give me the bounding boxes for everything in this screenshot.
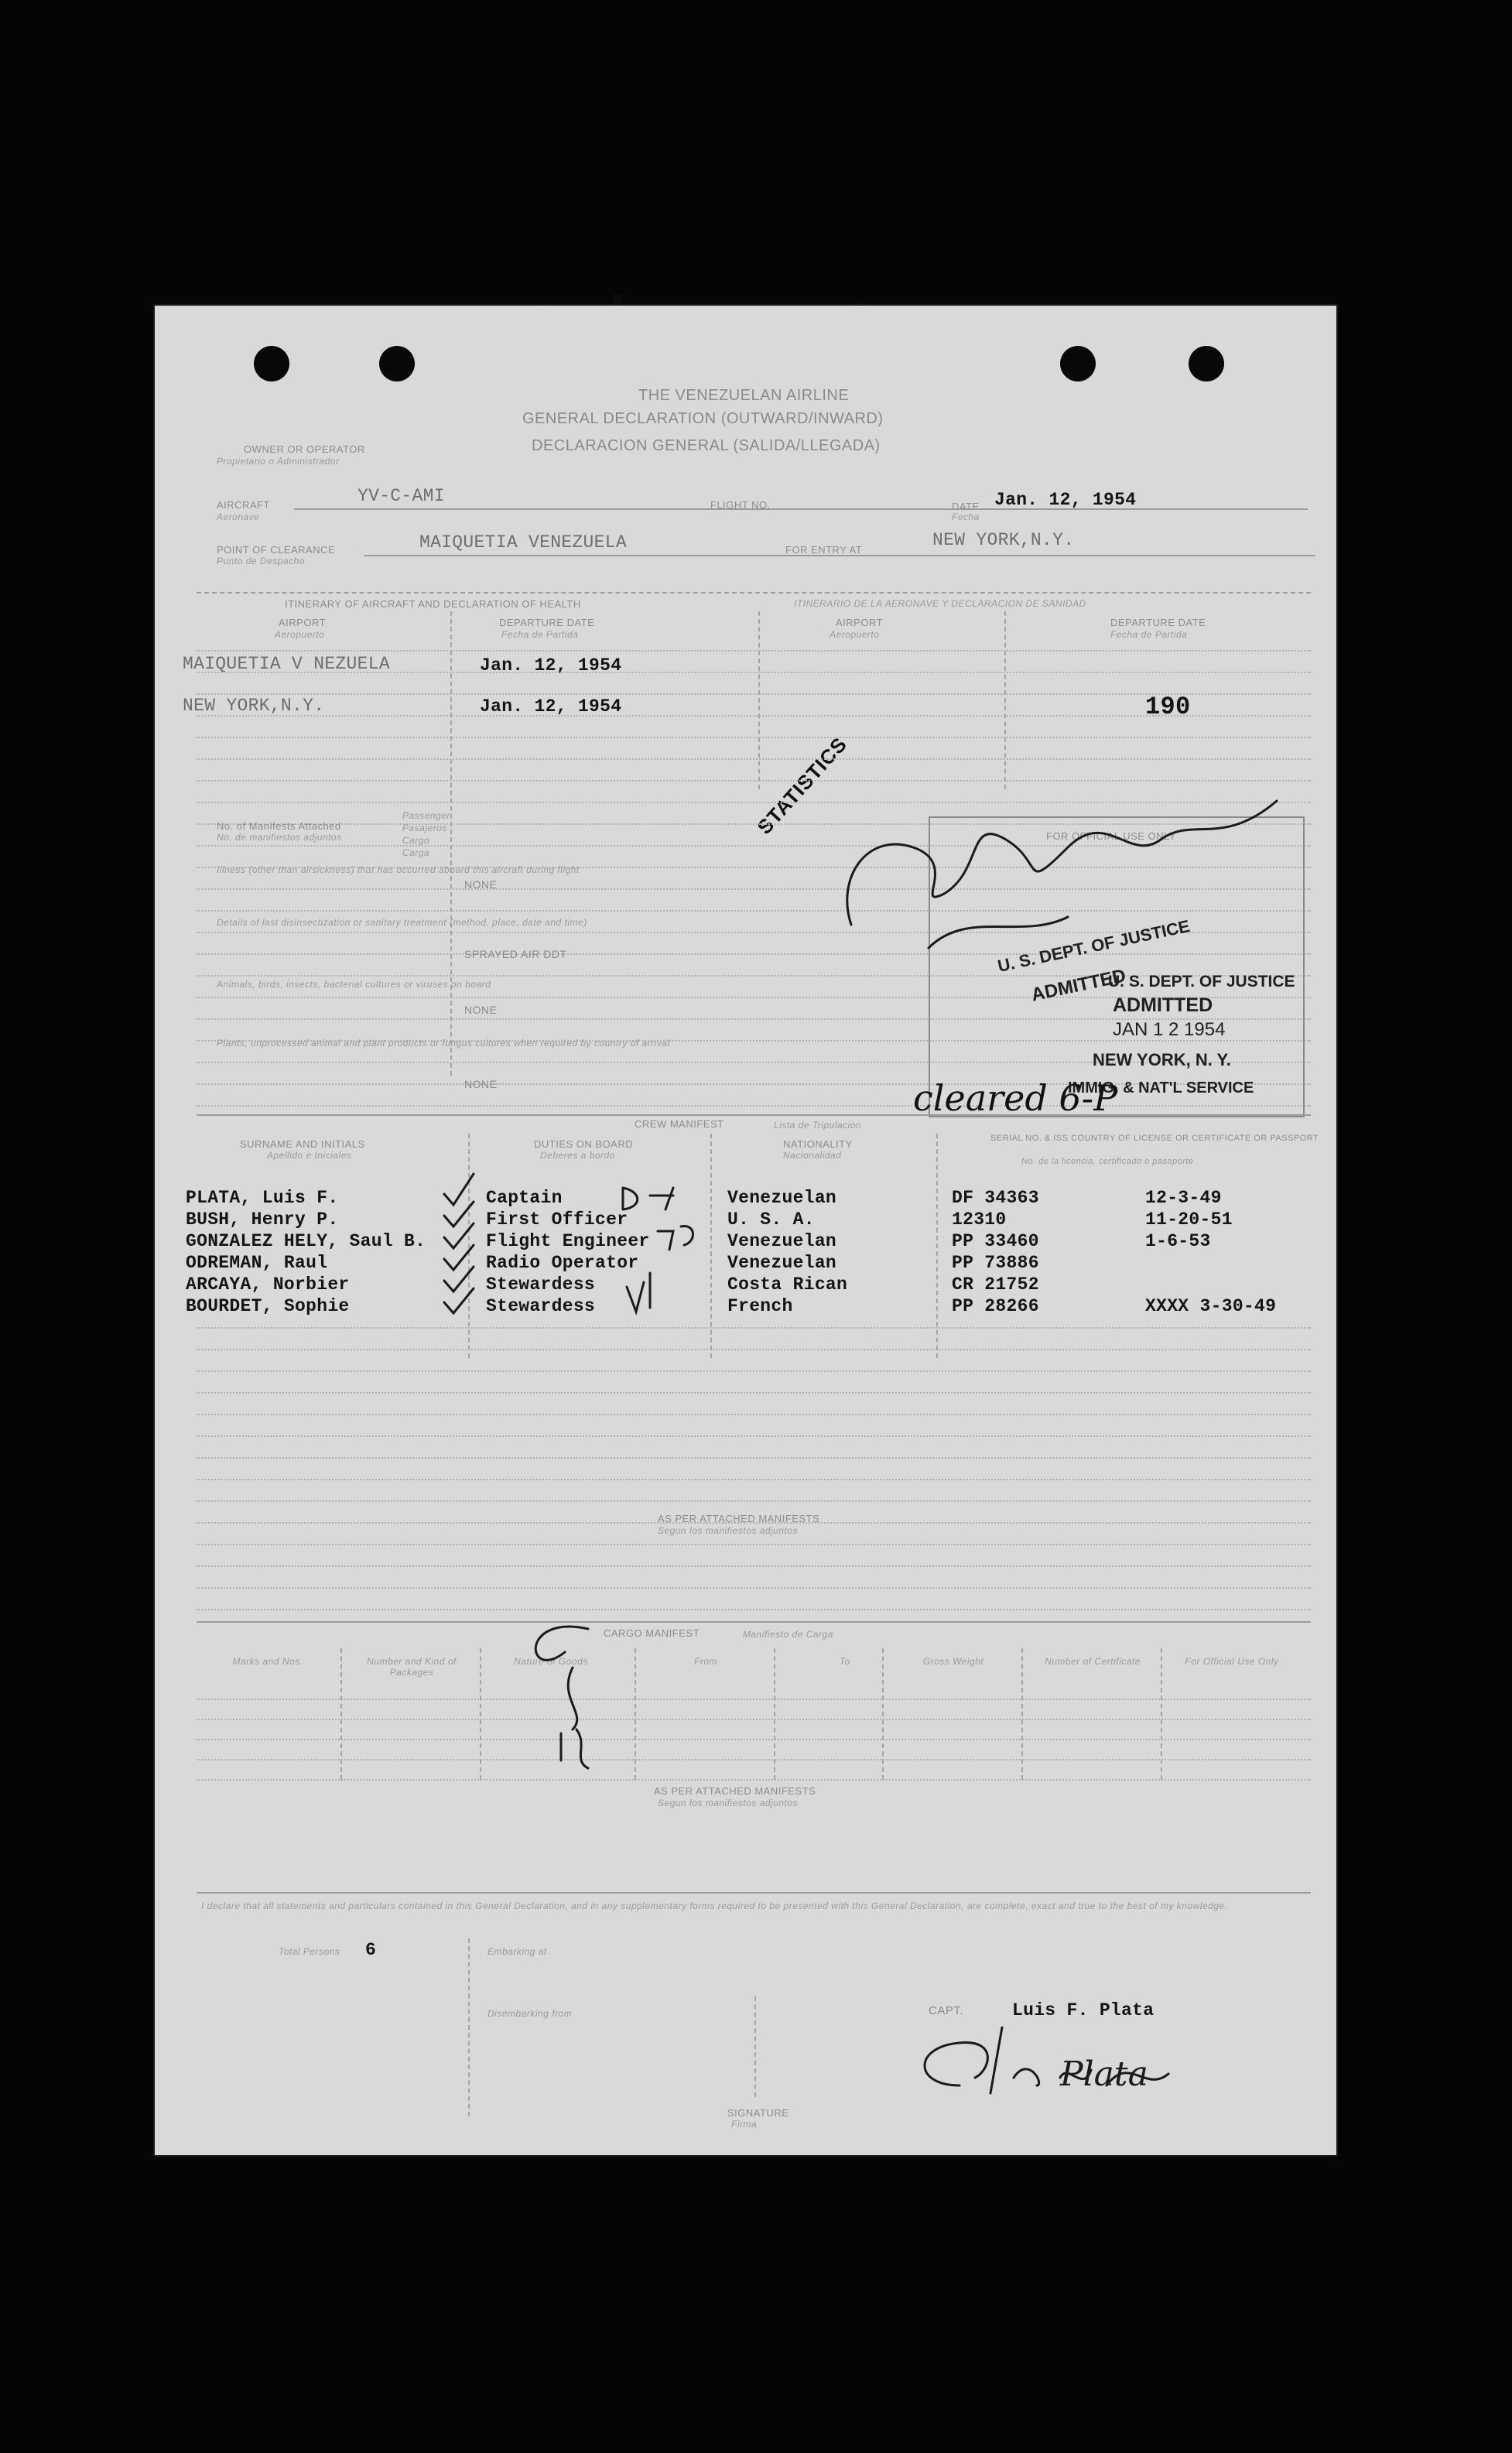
general-declaration-form	[155, 306, 1336, 2155]
form-title-es: DECLARACION GENERAL (SALIDA/LLEGADA)	[532, 437, 881, 454]
signature-text: Plata	[1060, 2054, 1148, 2094]
aircraft-label: AIRCRAFT	[217, 499, 270, 511]
col-serial: SERIAL NO. & ISS COUNTRY OF LICENSE OR CERTIFICATE OR PASSPORT	[990, 1134, 1319, 1143]
persons-label: Total Persons	[279, 1946, 340, 1957]
animals-value: NONE	[464, 1004, 498, 1016]
col-airport-es: Aeropuerto	[275, 629, 325, 640]
check-mark	[444, 1267, 474, 1292]
crew-duty: Flight Engineer	[486, 1231, 650, 1251]
col-airport-es-2: Aeropuerto	[830, 629, 880, 640]
crew-duty: Stewardess	[486, 1296, 596, 1316]
col-names-es: Apellido e Iniciales	[267, 1150, 352, 1161]
crew-title: CREW MANIFEST	[635, 1118, 724, 1130]
cargo-column-header: Marks and Nos.	[232, 1656, 303, 1667]
cargo-scrawl	[535, 1627, 588, 1768]
disinsect-text: Details of last disinsectization or sanitary treatment (method, place, date and time)	[217, 917, 587, 928]
col-departure: DEPARTURE DATE	[499, 617, 595, 628]
signature-stroke	[929, 917, 1068, 948]
manifest-type-passenger: Passenger	[402, 810, 450, 821]
crew-duty: Stewardess	[486, 1274, 596, 1295]
col-departure-2: DEPARTURE DATE	[1110, 617, 1206, 628]
handwritten-190: 190	[1145, 693, 1191, 721]
flight-label: FLIGHT NO.	[710, 499, 771, 511]
cargo-column-header: For Official Use Only	[1185, 1656, 1279, 1667]
crew-serial: CR 21752	[952, 1274, 1039, 1295]
stamp-line-2: ADMITTED	[1029, 965, 1128, 1006]
col-duties: DUTIES ON BOARD	[534, 1138, 634, 1150]
passenger-manifest-title-es: Segun los manifiestos adjuntos	[658, 1525, 799, 1536]
manifest-type-pasajeros: Pasajeros	[402, 823, 447, 833]
crew-serial: PP 33460	[952, 1231, 1039, 1251]
col-airport-2: AIRPORT	[836, 617, 884, 628]
crew-nationality: Venezuelan	[727, 1231, 837, 1251]
itinerary-airport-1: MAIQUETIA V NEZUELA	[183, 654, 390, 674]
crew-nationality: Costa Rican	[727, 1274, 848, 1295]
crew-nationality: Venezuelan	[727, 1253, 837, 1273]
crew-name: ARCAYA, Norbier	[186, 1274, 350, 1295]
stamp-line-1b: U. S. DEPT. OF JUSTICE	[1108, 973, 1295, 990]
crew-name: GONZALEZ HELY, Saul B.	[186, 1231, 426, 1251]
illness-text: Illness (other than airsickness) that has occurred aboard this aircraft during flight	[217, 864, 580, 875]
owner-label-es: Propietario o Administrador	[217, 456, 340, 467]
col-duties-es: Deberes a bordo	[540, 1150, 615, 1161]
itinerary-date-1: Jan. 12, 1954	[480, 655, 622, 676]
manifests-label: No. of Manifests Attached	[217, 820, 341, 832]
entry-label: FOR ENTRY AT	[785, 544, 863, 556]
check-mark	[444, 1288, 474, 1313]
stamp-date: JAN 1 2 1954	[1113, 1019, 1226, 1040]
crew-nationality: U. S. A.	[727, 1209, 815, 1230]
plants-text: Plants, unprocessed animal and plant products or fungus cultures when required by country of arrival	[217, 1038, 670, 1049]
cargo-footer-es: Segun los manifiestos adjuntos	[658, 1798, 799, 1808]
capt-name: Luis F. Plata	[1012, 2000, 1155, 2020]
col-serial-es: No. de la licencia, certificado o pasaporte	[1021, 1157, 1194, 1166]
crew-nationality: French	[727, 1296, 793, 1316]
capt-label: CAPT.	[929, 2004, 964, 2017]
check-mark	[444, 1174, 474, 1205]
airline-name: THE VENEZUELAN AIRLINE	[638, 387, 850, 404]
crew-serial: PP 73886	[952, 1253, 1039, 1273]
crew-duty: Captain	[486, 1188, 563, 1208]
stamp-city: NEW YORK, N. Y.	[1093, 1050, 1231, 1069]
official-signature	[847, 801, 1277, 925]
disinsect-value: SPRAYED AIR DDT	[464, 948, 567, 960]
passenger-manifest-title: AS PER ATTACHED MANIFESTS	[658, 1513, 820, 1524]
col-airport: AIRPORT	[279, 617, 327, 628]
stamp-service: IMMIG. & NAT'L SERVICE	[1068, 1079, 1254, 1096]
manifests-label-es: No. de manifiestos adjuntos	[217, 832, 342, 843]
cargo-title-es: Manifiesto de Carga	[743, 1629, 833, 1640]
col-nationality: NATIONALITY	[783, 1138, 853, 1150]
crew-title-es: Lista de Tripulacion	[774, 1120, 862, 1131]
official-use-title: FOR OFFICIAL USE ONLY	[1046, 830, 1176, 842]
itinerary-title-es: ITINERARIO DE LA AERONAVE Y DECLARACION DE SANIDAD	[794, 598, 1086, 609]
statistics-stamp: STATISTICS	[752, 732, 852, 839]
check-mark	[444, 1245, 474, 1270]
cargo-title: CARGO MANIFEST	[604, 1627, 700, 1639]
embarking-label: Embarking at	[487, 1946, 547, 1957]
cargo-footer: AS PER ATTACHED MANIFESTS	[654, 1785, 816, 1797]
crew-name: BUSH, Henry P.	[186, 1209, 339, 1230]
col-departure-es: Fecha de Partida	[501, 629, 579, 640]
crew-expiry: 12-3-49	[1145, 1188, 1222, 1208]
date-label: DATE	[952, 501, 980, 512]
itinerary-date-2: Jan. 12, 1954	[480, 696, 622, 717]
owner-label: OWNER OR OPERATOR	[244, 443, 365, 455]
crew-expiry: XXXX 3-30-49	[1145, 1296, 1277, 1316]
cargo-column-header: Gross Weight	[922, 1656, 984, 1667]
disembarking-label: Disembarking from	[487, 2008, 573, 2019]
crew-name: PLATA, Luis F.	[186, 1188, 339, 1208]
manifest-type-cargo: Cargo	[402, 835, 430, 846]
cargo-column-header: Number and Kind of Packages	[367, 1656, 457, 1678]
annotation	[623, 1188, 673, 1209]
crew-expiry: 1-6-53	[1145, 1231, 1211, 1251]
cargo-column-header: To	[840, 1656, 850, 1667]
signature-label-es: Firma	[731, 2119, 758, 2130]
crew-name: ODREMAN, Raul	[186, 1253, 328, 1273]
col-nationality-es: Nacionalidad	[783, 1150, 842, 1161]
check-mark	[444, 1202, 474, 1226]
manifest-type-carga: Carga	[402, 847, 430, 858]
itinerary-airport-2: NEW YORK,N.Y.	[183, 696, 325, 716]
signature-label: SIGNATURE	[727, 2107, 789, 2119]
clearance-value: MAIQUETIA VENEZUELA	[419, 532, 627, 553]
date-label-es: Fecha	[952, 511, 980, 522]
cargo-column-header: Nature of Goods	[514, 1656, 588, 1667]
clearance-label: POINT OF CLEARANCE	[217, 544, 336, 556]
persons-value: 6	[365, 1940, 377, 1960]
form-title-en: GENERAL DECLARATION (OUTWARD/INWARD)	[522, 410, 884, 427]
crew-serial: 12310	[952, 1209, 1007, 1230]
crew-duty: Radio Operator	[486, 1253, 639, 1273]
col-names: SURNAME AND INITIALS	[240, 1138, 365, 1150]
plants-value: NONE	[464, 1078, 498, 1090]
aircraft-label-es: Aeronave	[217, 511, 260, 522]
entry-value: NEW YORK,N.Y.	[932, 530, 1075, 550]
cargo-column-header: From	[694, 1656, 717, 1667]
annotation	[658, 1226, 693, 1250]
illness-value: NONE	[464, 878, 498, 891]
crew-duty: First Officer	[486, 1209, 628, 1230]
col-departure-es-2: Fecha de Partida	[1110, 629, 1188, 640]
declaration-text: I declare that all statements and particulars contained in this General Declaration, and in any supplementary forms required to be presented with this General Declaration, are complete, exact and true to the best of my knowledge.	[201, 1900, 1228, 1911]
crew-serial: DF 34363	[952, 1188, 1039, 1208]
animals-text: Animals, birds, insects, bacterial cultures or viruses on board	[217, 979, 491, 990]
handwriting-overlay	[155, 306, 1336, 2155]
check-mark	[444, 1223, 474, 1248]
date-value: Jan. 12, 1954	[994, 490, 1137, 510]
stamp-admitted: ADMITTED	[1113, 994, 1213, 1016]
cargo-column-header: Number of Certificate	[1045, 1656, 1141, 1667]
annotation	[627, 1273, 650, 1312]
crew-nationality: Venezuelan	[727, 1188, 837, 1208]
aircraft-value: YV-C-AMI	[357, 486, 445, 506]
crew-name: BOURDET, Sophie	[186, 1296, 350, 1316]
crew-serial: PP 28266	[952, 1296, 1039, 1316]
clearance-label-es: Punto de Despacho	[217, 556, 305, 566]
crew-expiry: 11-20-51	[1145, 1209, 1233, 1230]
cleared-note: cleared 6-P	[913, 1077, 1118, 1119]
itinerary-title: ITINERARY OF AIRCRAFT AND DECLARATION OF HEALTH	[285, 598, 581, 610]
stamp-line-1: U. S. DEPT. OF JUSTICE	[996, 915, 1192, 977]
